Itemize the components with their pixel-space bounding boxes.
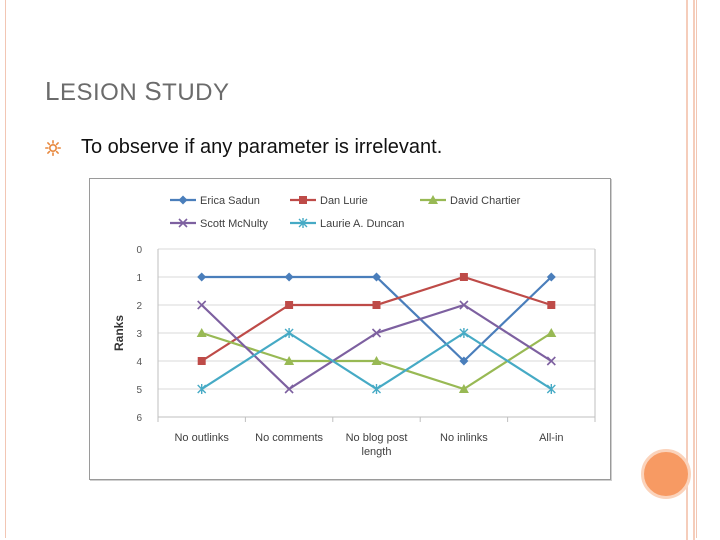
data-point (198, 357, 206, 365)
title-cap-2: S (144, 76, 163, 106)
bullet-text: To observe if any parameter is irrelevant. (81, 136, 443, 158)
data-point (373, 301, 381, 309)
sun-bullet-icon (45, 140, 61, 156)
chart-container (89, 178, 611, 480)
y-tick-label: 3 (136, 329, 142, 340)
series-line (202, 277, 552, 361)
legend-label: Erica Sadun (200, 195, 260, 207)
x-tick-label: All-in (539, 432, 564, 444)
y-tick-label: 6 (136, 413, 142, 424)
title-rest-1: ESION (59, 79, 145, 106)
data-point (285, 273, 294, 282)
title-rest-2: TUDY (162, 79, 230, 106)
x-tick-label: No outlinks (174, 432, 229, 444)
data-point (460, 273, 468, 281)
x-tick-label: No blog post length (345, 432, 408, 458)
right-border-stripe-outer (693, 0, 695, 540)
slide-title (45, 76, 230, 107)
legend-label: David Chartier (450, 195, 521, 207)
data-point (197, 273, 206, 282)
legend-label: Dan Lurie (320, 195, 368, 207)
y-axis-label: Ranks (112, 314, 126, 352)
data-point (547, 301, 555, 309)
legend-swatch-marker (179, 196, 188, 205)
y-tick-label: 4 (136, 357, 142, 368)
legend-label: Scott McNulty (200, 218, 268, 230)
legend-swatch-marker (299, 196, 307, 204)
title-cap-1: L (45, 76, 60, 106)
x-tick-label: No comments (255, 432, 324, 444)
ranks-line-chart (90, 179, 610, 479)
y-tick-label: 1 (136, 273, 142, 284)
bullet-item (45, 136, 442, 159)
y-tick-label: 5 (136, 385, 142, 396)
y-tick-label: 2 (136, 301, 142, 312)
y-tick-label: 0 (136, 245, 142, 256)
series-line (202, 277, 552, 361)
decorative-orange-circle (641, 449, 691, 499)
series-line (202, 305, 552, 389)
legend-label: Laurie A. Duncan (320, 218, 405, 230)
data-point (285, 301, 293, 309)
x-tick-label: No inlinks (440, 432, 488, 444)
